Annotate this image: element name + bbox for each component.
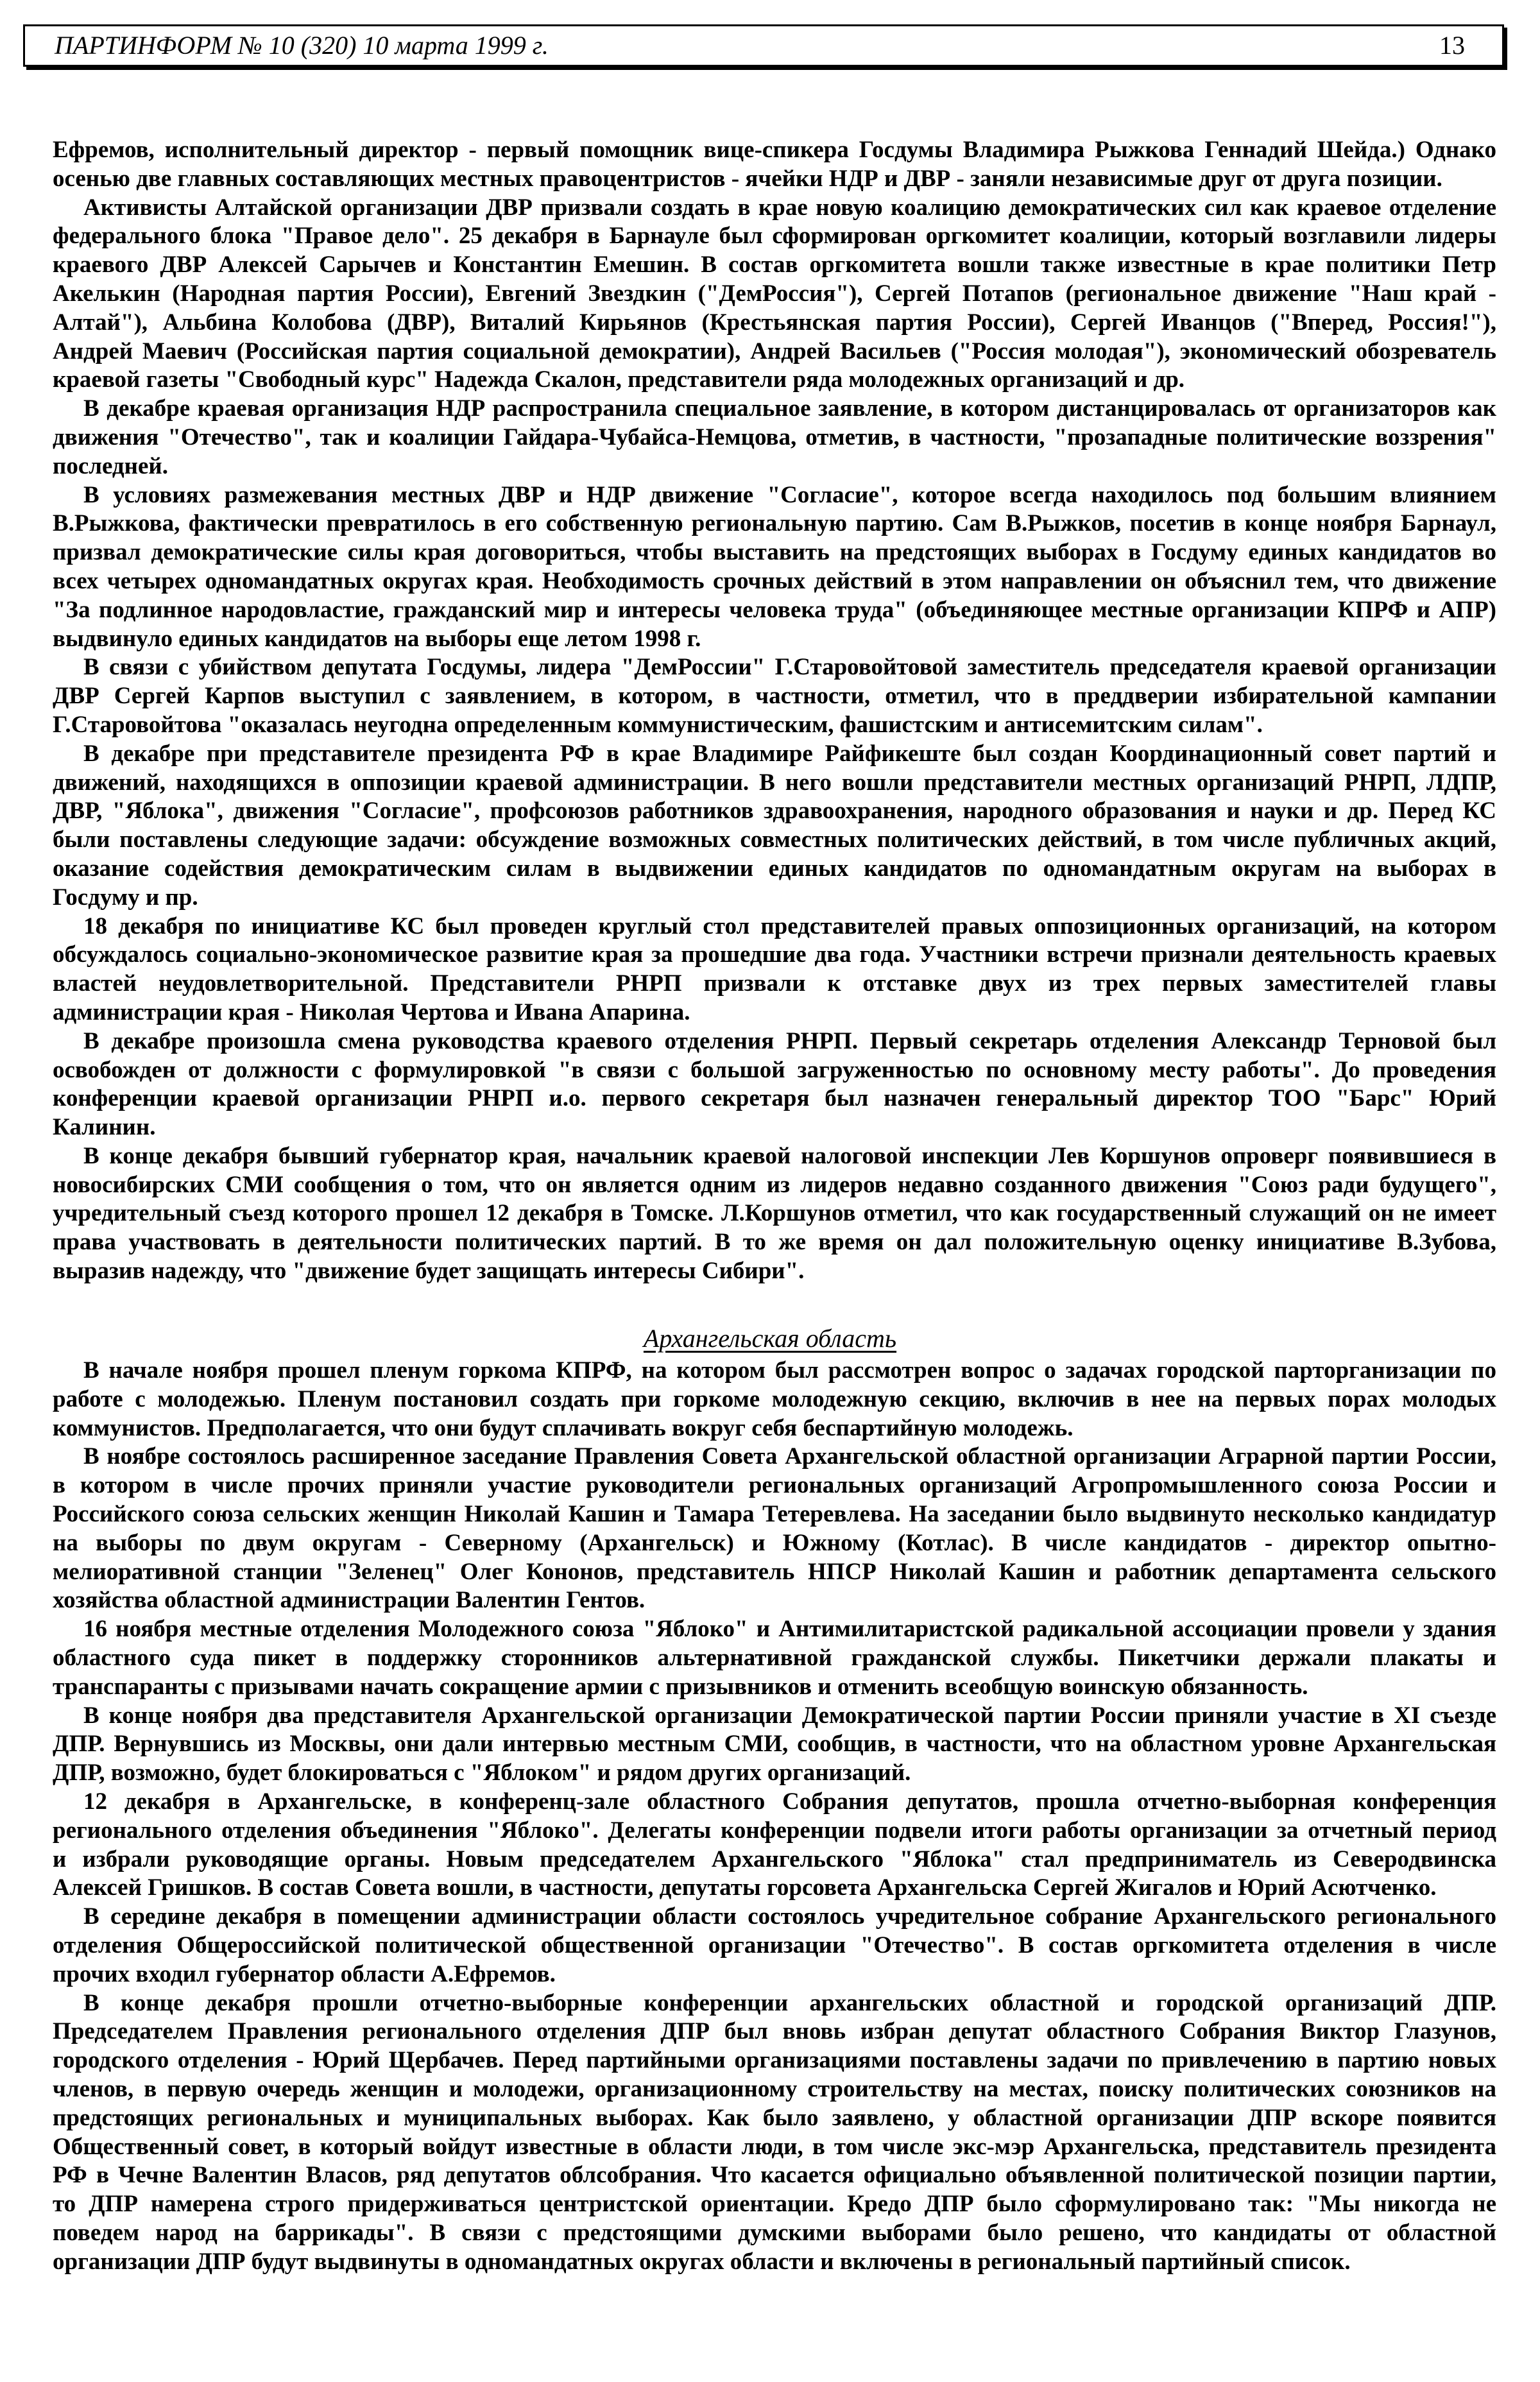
text-line: В конце ноября два представителя Архангельской организации Демократической партии России приняли участие в XI съезде xyxy=(83,1702,1496,1729)
paragraph xyxy=(53,1702,1496,1788)
text-line: Алексей Гришков. В состав Совета вошли, в частности, депутаты горсовета Архангельска Сергей Жигалов и Юрий Асютченко. xyxy=(53,1874,1437,1901)
text-line: организации ДПР будут выдвинуты в одномандатных округах области и включены в региональный партийный список. xyxy=(53,2248,1351,2275)
text-line: Алтай"), Альбина Колобова (ДВР), Виталий Кирьянов (Крестьянская партия России), Сергей Иванцов ("Вперед, Россия!"), xyxy=(53,309,1496,336)
text-line: Председателем Правления регионального отделения ДПР был вновь избран депутат областного Собрания Виктор Глазунов, xyxy=(53,2018,1496,2045)
text-line: 18 декабря по инициативе КС был проведен круглый стол представителей правых оппозиционных организаций, на котором xyxy=(83,913,1496,939)
paragraph xyxy=(53,740,1496,913)
text-line: 12 декабря в Архангельске, в конференц-зале областного Собрания депутатов, прошла отчетно-выборная конференция xyxy=(83,1788,1496,1815)
text-line: В конце декабря бывший губернатор края, начальник краевой налоговой инспекции Лев Коршунов опроверг появившиеся в xyxy=(83,1142,1496,1169)
section-heading-arkhangelsk: Архангельская область xyxy=(643,1324,897,1353)
text-line: администрации края - Николая Чертова и Ивана Апарина. xyxy=(53,998,690,1025)
text-line: В декабре при представителе президента РФ в крае Владимире Райфикеште был создан Координационный совет партий и xyxy=(83,740,1496,767)
paragraph xyxy=(53,913,1496,1027)
publication-title: ПАРТИНФОРМ № 10 (320) 10 марта 1999 г. xyxy=(55,31,549,60)
text-line: ДВР Сергей Карпов выступил с заявлением, в котором, в частности, отметил, что в преддверии избирательной кампании xyxy=(53,683,1496,710)
paragraph xyxy=(53,1989,1496,2277)
text-line: конференции краевой организации РНРП и.о. первого секретаря был назначен генеральный директор ТОО "Барс" Юрий xyxy=(53,1085,1496,1112)
text-line: коммунистов. Предполагается, что они будут сплачивать вокруг себя беспартийную молодежь. xyxy=(53,1414,1074,1441)
text-line: на выборы по двум округам - Северному (Архангельск) и Южному (Котлас). В числе кандидатов - директор опытно- xyxy=(53,1529,1496,1556)
text-line: хозяйства областной администрации Валентин Гентов. xyxy=(53,1587,646,1614)
text-line: 16 ноября местные отделения Молодежного союза "Яблоко" и Антимилитаристской радикальной ассоциации провели у здания xyxy=(83,1616,1496,1643)
section-arkhangelsk xyxy=(53,1357,1496,2277)
text-line: обсуждалось социально-экономическое развитие края за прошедшие два года. Участники встречи признали деятельность краевых xyxy=(53,941,1496,968)
text-line: В связи с убийством депутата Госдумы, лидера "ДемРоссии" Г.Старовойтовой заместитель председателя краевой организации xyxy=(83,654,1496,681)
text-line: Г.Старовойтова "оказалась неугодна определенным коммунистическим, фашистским и антисемитским силам". xyxy=(53,711,1263,738)
text-line: движений, находящихся в оппозиции краевой администрации. В него вошли представители местных организаций РНРП, ЛДПР, xyxy=(53,769,1496,796)
paragraph xyxy=(53,1357,1496,1443)
page-header xyxy=(23,24,1504,67)
text-line: Госдуму и пр. xyxy=(53,884,198,911)
text-line: Российского союза сельских женщин Николай Кашин и Тамара Тетеревлева. На заседании было выдвинуто несколько кандидатур xyxy=(53,1500,1496,1527)
text-line: всех четырех одномандатных округах края. Необходимость срочных действий в этом направлении он объяснил тем, что движение xyxy=(53,567,1496,594)
text-line: В ноябре состоялось расширенное заседание Правления Совета Архангельской областной организации Аграрной партии России, xyxy=(83,1443,1496,1470)
text-line: Калинин. xyxy=(53,1114,156,1141)
text-line: В конце декабря прошли отчетно-выборные конференции архангельских областной и городской организаций ДПР. xyxy=(83,1989,1496,2016)
text-line: выдвинуло единых кандидатов на выборы еще летом 1998 г. xyxy=(53,625,701,652)
page-number: 13 xyxy=(1439,31,1465,60)
text-line: В декабре произошла смена руководства краевого отделения РНРП. Первый секретарь отделения Александр Терновой был xyxy=(83,1027,1496,1054)
paragraph xyxy=(53,653,1496,739)
text-line: осенью две главных составляющих местных правоцентристов - ячейки НДР и ДВР - заняли независимые друг от друга позиции. xyxy=(53,165,1442,192)
text-line: В начале ноября прошел пленум горкома КПРФ, на котором был рассмотрен вопрос о задачах городской парторганизации по xyxy=(83,1357,1496,1384)
text-line: последней. xyxy=(53,452,168,479)
text-line: федерального блока "Правое дело". 25 декабря в Барнауле был сформирован оргкомитет коалиции, который возглавили лидеры xyxy=(53,223,1496,250)
text-line: В декабре краевая организация НДР распространила специальное заявление, в котором дистанцировалась от организаторов как xyxy=(83,395,1496,422)
text-line: мелиоративной станции "Зеленец" Олег Кононов, представитель НПСР Николай Кашин и работник департамента сельского xyxy=(53,1558,1496,1585)
text-line: прочих входил губернатор области А.Ефремов. xyxy=(53,1960,556,1987)
text-line: учредительный съезд которого прошел 12 декабря в Томске. Л.Коршунов отметил, что как государственный служащий он не имеет xyxy=(53,1200,1496,1227)
text-line: "За подлинное народовластие, гражданский мир и интересы человека труда" (объединяющее местные организации КПРФ и АПР) xyxy=(53,596,1496,623)
paragraph xyxy=(53,1027,1496,1142)
paragraph xyxy=(53,1903,1496,1989)
text-line: В середине декабря в помещении администрации области состоялось учредительное собрание Архангельского регионального xyxy=(83,1903,1496,1930)
text-line: оказание содействия демократическим силам в выдвижении единых кандидатов по одномандатным округам на выборах в xyxy=(53,855,1496,882)
text-line: В условиях размежевания местных ДВР и НДР движение "Согласие", которое всегда находилось под большим влиянием xyxy=(83,481,1496,508)
text-line: краевой газеты "Свободный курс" Надежда Скалон, представители ряда молодежных организаций и др. xyxy=(53,366,1185,393)
text-line: властей неудовлетворительной. Представители РНРП призвали к отставке двух из трех первых заместителей главы xyxy=(53,970,1496,997)
text-line: работе с молодежью. Пленум постановил создать при горкоме молодежную секцию, включив в нее на первых порах молодых xyxy=(53,1385,1496,1412)
text-line: Общественный совет, в который войдут известные в области люди, в том числе экс-мэр Архангельска, представитель президента xyxy=(53,2133,1496,2160)
text-line: В.Рыжкова, фактически превратилось в его собственную региональную партию. Сам В.Рыжков, посетив в конце ноября Барнаул, xyxy=(53,510,1496,537)
text-line: областного суда пикет в поддержку сторонников альтернативной гражданской службы. Пикетчики держали плакаты и xyxy=(53,1644,1496,1671)
section-heading xyxy=(0,1323,1540,1354)
text-line: регионального отделения объединения "Яблоко". Делегаты конференции подвели итоги работы организации за отчетный период xyxy=(53,1817,1496,1844)
text-line: и избрали руководящие органы. Новым председателем Архангельского "Яблока" стал предприниматель из Северодвинска xyxy=(53,1846,1496,1872)
text-line: Андрей Маевич (Российская партия социальной демократии), Андрей Васильев ("Россия молодая"), экономический обозреватель xyxy=(53,338,1496,364)
section-altai xyxy=(53,136,1496,1286)
text-line: Активисты Алтайской организации ДВР призвали создать в крае новую коалицию демократических сил как краевое отделение xyxy=(83,194,1496,221)
paragraph xyxy=(53,1142,1496,1286)
text-line: отделения Общероссийской политической общественной организации "Отечество". В состав оргкомитета отделения в числе xyxy=(53,1932,1496,1958)
text-line: ДПР, возможно, будет блокироваться с "Яблоком" и рядом других организаций. xyxy=(53,1760,911,1786)
text-line: выразив надежду, что "движение будет защищать интересы Сибири". xyxy=(53,1258,805,1285)
text-line: предстоящих региональных и муниципальных выборах. Как было заявлено, у областной организации ДПР вскоре появится xyxy=(53,2104,1496,2131)
text-line: в котором в числе прочих приняли участие руководители региональных организаций Агропромышленного союза России и xyxy=(53,1472,1496,1499)
text-line: новосибирских СМИ сообщения о том, что он является одним из лидеров недавно созданного движения "Союз ради будущего", xyxy=(53,1171,1496,1198)
text-line: были поставлены следующие задачи: обсуждение возможных совместных политических действий, в том числе публичных акций, xyxy=(53,827,1496,853)
paragraph xyxy=(53,481,1496,654)
paragraph xyxy=(53,1615,1496,1701)
text-line: то ДПР намерена строго придерживаться центристской ориентации. Кредо ДПР было сформулировано так: "Мы никогда не xyxy=(53,2191,1496,2218)
text-line: движения "Отечество", так и коалиции Гайдара-Чубайса-Немцова, отметив, в частности, "прозападные политические воззрения" xyxy=(53,424,1496,450)
text-line: права участвовать в деятельности политических партий. В то же время он дал положительную оценку инициативе В.Зубова, xyxy=(53,1229,1496,1256)
text-line: Ефремов, исполнительный директор - первый помощник вице-спикера Госдумы Владимира Рыжкова Геннадий Шейда.) Однако xyxy=(53,137,1496,163)
text-line: ДПР. Вернувшись из Москвы, они дали интервью местным СМИ, сообщив, в частности, что на областном уровне Архангельская xyxy=(53,1731,1496,1758)
text-line: поведем народ на баррикады". В связи с предстоящими думскими выборами было решено, что кандидаты от областной xyxy=(53,2219,1496,2246)
text-line: краевого ДВР Алексей Сарычев и Константин Емешин. В состав оргкомитета вошли также известные в крае политики Петр xyxy=(53,252,1496,278)
paragraph xyxy=(53,194,1496,395)
text-line: городского отделения - Юрий Щербачев. Перед партийными организациями поставлены задачи по привлечению в партию новых xyxy=(53,2047,1496,2074)
text-line: Акелькин (Народная партия России), Евгений Звездкин ("ДемРоссия"), Сергей Потапов (региональное движение "Наш край - xyxy=(53,280,1496,307)
paragraph xyxy=(53,395,1496,481)
paragraph xyxy=(53,136,1496,194)
text-line: ДВР, "Яблока", движения "Согласие", профсоюзов работников здравоохранения, народного образования и науки и др. Перед КС xyxy=(53,798,1496,825)
text-line: членов, в первую очередь женщин и молодежи, организационному строительству на местах, поиску политических союзников на xyxy=(53,2075,1496,2102)
text-line: освобожден от должности с формулировкой "в связи с большой загруженностью по основному месту работы". До проведения xyxy=(53,1056,1496,1083)
text-line: транспаранты с призывами начать сокращение армии с призывников и отменить всеобщую воинскую обязанность. xyxy=(53,1673,1308,1700)
paragraph xyxy=(53,1788,1496,1903)
text-line: РФ в Чечне Валентин Власов, ряд депутатов облсобрания. Что касается официально объявленной политической позиции партии, xyxy=(53,2162,1496,2189)
paragraph xyxy=(53,1443,1496,1615)
text-line: призвал демократические силы края договориться, чтобы выставить на предстоящих выборах в Госдуму единых кандидатов во xyxy=(53,539,1496,566)
